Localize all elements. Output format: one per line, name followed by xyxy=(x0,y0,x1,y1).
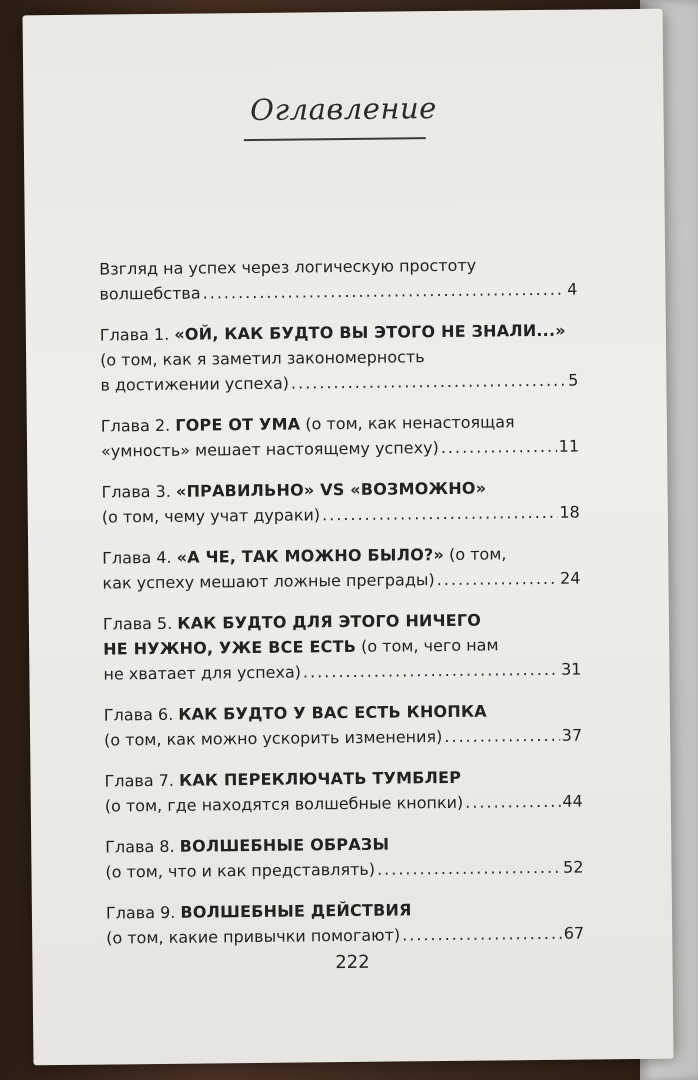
chapter-title: «ОЙ, КАК БУДТО ВЫ ЭТОГО НЕ ЗНАЛИ...» xyxy=(174,320,566,344)
chapter-prefix: Глава 7. xyxy=(104,770,180,791)
page-ref: 24 xyxy=(559,568,581,588)
entry-title-line: Взгляд на успех через логическую простоту xyxy=(99,255,477,279)
dot-leader xyxy=(202,277,565,306)
entry-leader-line xyxy=(102,500,580,530)
chapter-prefix: Глава 4. xyxy=(102,547,177,568)
entry-leader-line xyxy=(105,855,583,885)
dot-leader xyxy=(303,657,559,685)
entry-leader-line xyxy=(99,277,577,307)
entry-leader-line xyxy=(102,566,580,596)
page-ref: 52 xyxy=(563,857,584,877)
chapter-prefix: Глава 2. xyxy=(100,415,176,436)
dot-leader xyxy=(377,855,561,882)
toc-entry-intro xyxy=(99,252,577,307)
entry-leader-line xyxy=(106,921,584,951)
entry-leader-line xyxy=(103,657,581,687)
dot-leader xyxy=(465,789,560,815)
chapter-prefix: Глава 3. xyxy=(101,481,177,502)
toc-entry-chapter-2 xyxy=(101,409,579,464)
chapter-prefix: Глава 5. xyxy=(102,613,178,634)
page-number: 222 xyxy=(335,951,370,974)
dot-leader xyxy=(291,368,566,396)
chapter-title: ВОЛШЕБНЫЕ ОБРАЗЫ xyxy=(179,834,390,856)
chapter-subtitle: (о том, xyxy=(443,544,507,564)
entry-leader-line xyxy=(104,723,582,753)
chapter-title: ГОРЕ ОТ УМА xyxy=(175,414,301,435)
table-of-contents xyxy=(99,252,584,967)
toc-entry-chapter-8 xyxy=(105,830,583,885)
book-page xyxy=(23,9,674,1066)
chapter-subtitle: в достижении успеха) xyxy=(100,373,290,395)
toc-entry-chapter-9 xyxy=(106,896,584,951)
chapter-title: КАК ПЕРЕКЛЮЧАТЬ ТУМБЛЕР xyxy=(178,767,462,790)
chapter-subtitle: (о том, чему учат дураки) xyxy=(101,505,321,527)
chapter-subtitle: как успеху мешают ложные преграды) xyxy=(102,570,435,593)
chapter-title: НЕ НУЖНО, УЖЕ ВСЕ ЕСТЬ xyxy=(103,636,357,659)
entry-leader-line xyxy=(100,368,578,398)
toc-entry-chapter-5 xyxy=(103,607,582,687)
chapter-subtitle: не хватает для успеха) xyxy=(103,662,302,684)
chapter-prefix: Глава 9. xyxy=(105,902,181,923)
chapter-title: «А ЧЕ, ТАК МОЖНО БЫЛО?» xyxy=(176,544,445,567)
page-ref: 31 xyxy=(560,659,582,679)
chapter-title: КАК БУДТО У ВАС ЕСТЬ КНОПКА xyxy=(178,701,487,724)
chapter-prefix: Глава 6. xyxy=(103,704,179,725)
page-ref: 4 xyxy=(567,279,578,299)
page-title: Оглавление xyxy=(250,91,438,127)
chapter-title: КАК БУДТО ДЛЯ ЭТОГО НИЧЕГО xyxy=(177,610,482,633)
dot-leader xyxy=(437,566,559,592)
toc-entry-chapter-1 xyxy=(100,318,579,398)
page-ref: 11 xyxy=(558,436,580,456)
page-ref: 18 xyxy=(559,502,580,522)
page-ref: 67 xyxy=(563,923,585,943)
chapter-prefix: Глава 8. xyxy=(105,836,180,857)
chapter-subtitle: (о том, чего нам xyxy=(355,635,499,656)
dot-leader xyxy=(444,723,560,749)
dot-leader xyxy=(402,921,562,948)
chapter-heading xyxy=(100,318,578,348)
chapter-title: «ПРАВИЛЬНО» VS «ВОЗМОЖНО» xyxy=(175,478,487,501)
chapter-prefix: Глава 1. xyxy=(99,324,175,345)
dot-leader xyxy=(441,434,557,460)
chapter-subtitle: (о том, какие привычки помогают) xyxy=(106,925,401,948)
chapter-subtitle: (о том, как я заметил закономерность xyxy=(100,347,425,370)
toc-entry-chapter-7 xyxy=(104,764,582,819)
page-ref: 5 xyxy=(568,370,579,390)
chapter-subtitle: «умность» мешает настоящему успеху) xyxy=(100,438,439,461)
page-ref: 37 xyxy=(561,725,583,745)
toc-entry-chapter-3 xyxy=(101,475,579,530)
toc-entry-chapter-4 xyxy=(102,541,580,596)
page-ref: 44 xyxy=(562,791,583,811)
chapter-subtitle: (о том, как ненастоящая xyxy=(300,412,515,434)
title-underline xyxy=(244,137,426,140)
entry-title-line: волшебства xyxy=(99,283,201,304)
toc-entry-chapter-6 xyxy=(104,698,582,753)
chapter-title: ВОЛШЕБНЫЕ ДЕЙСТВИЯ xyxy=(180,900,412,922)
dot-leader xyxy=(322,500,558,527)
chapter-subtitle: (о том, как можно ускорить изменения) xyxy=(104,727,443,750)
chapter-subtitle: (о том, что и как представлять) xyxy=(105,859,376,882)
entry-leader-line xyxy=(101,434,579,464)
entry-leader-line xyxy=(105,789,583,819)
chapter-subtitle: (о том, где находятся волшебные кнопки) xyxy=(104,792,464,816)
